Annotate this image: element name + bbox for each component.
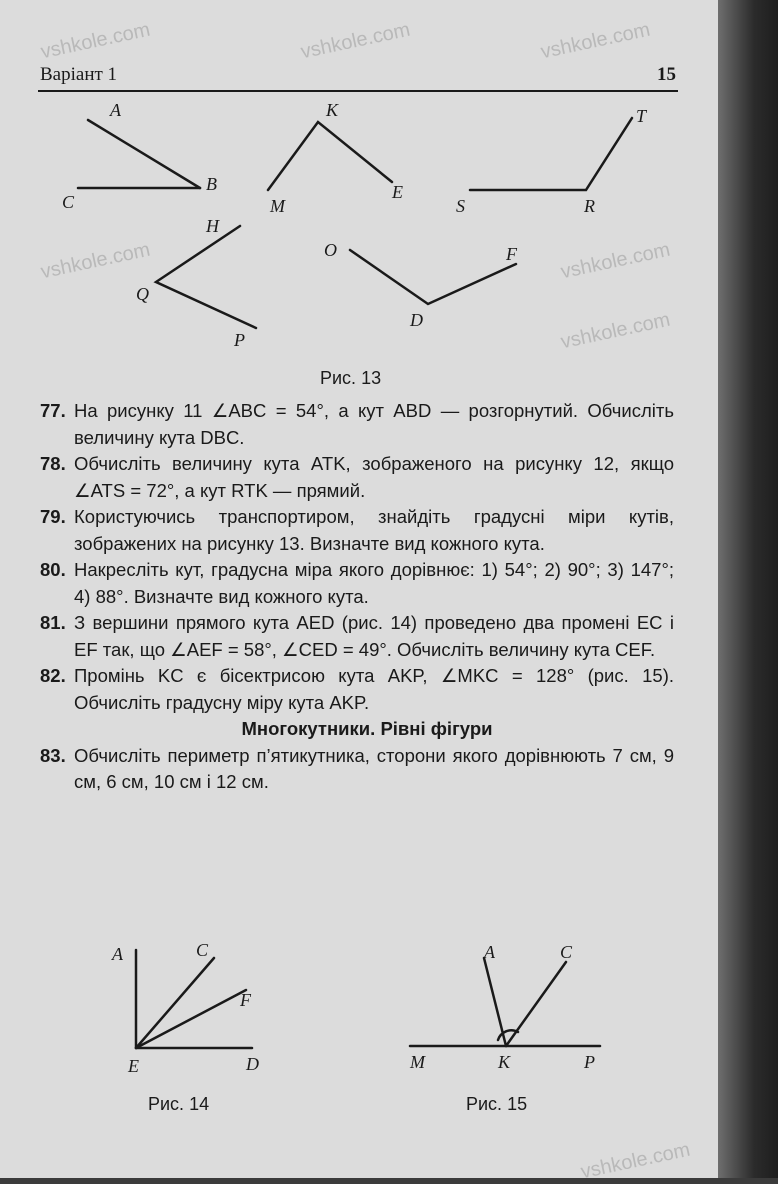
problem-text: З вершини прямого кута AED (рис. 14) проведено два промені EC і EF так, що ∠AEF = 58°, ∠CED = 49°. Обчисліть величину кута CEF.	[74, 612, 674, 660]
problem-number: 78.	[40, 453, 66, 474]
fig13-label: K	[326, 100, 339, 120]
figure-13-caption: Рис. 13	[320, 368, 382, 388]
problem-80	[40, 557, 674, 610]
problem-number: 83.	[40, 744, 66, 766]
angle-hqp	[156, 226, 256, 328]
fig14-label: D	[246, 1054, 259, 1074]
problem-79	[40, 504, 674, 557]
fig13-label: A	[110, 100, 121, 120]
problem-number: 77.	[40, 400, 66, 421]
problem-text: Обчисліть величину кута ATK, зображеного на рисунку 12, якщо ∠ATS = 72°, а кут RTK — прямий.	[74, 453, 674, 501]
watermark: vshkole.com	[298, 18, 413, 64]
angle-mke	[268, 122, 392, 190]
watermark: vshkole.com	[558, 238, 673, 284]
problem-82	[40, 663, 674, 716]
problem-number: 81.	[40, 612, 66, 633]
watermark: vshkole.com	[38, 238, 153, 284]
ray-ba	[88, 120, 200, 188]
problem-78	[40, 451, 674, 504]
fig13-label: F	[506, 244, 517, 264]
fig13-label: M	[270, 196, 285, 216]
problem-text: Накресліть кут, градусна міра якого дорівнює: 1) 54°; 2) 90°; 3) 147°; 4) 88°. Визначте вид кожного кута.	[74, 559, 674, 607]
watermark: vshkole.com	[538, 18, 653, 64]
fig13-label: S	[456, 196, 465, 216]
page-number: 15	[657, 64, 676, 85]
fig14-label: A	[112, 944, 123, 964]
problem-text: На рисунку 11 ∠ABC = 54°, а кут ABD — розгорнутий. Обчисліть величину кута DBC.	[74, 400, 674, 448]
figure-13	[0, 0, 718, 400]
ray-ec	[136, 958, 214, 1048]
fig13-label: T	[636, 106, 647, 126]
fig13-label: H	[206, 216, 219, 236]
problem-number: 82.	[40, 665, 66, 686]
fig13-label: P	[234, 330, 245, 350]
figure-14-caption: Рис. 14	[148, 1094, 210, 1114]
fig13-label: D	[410, 310, 423, 330]
variant-label: Варіант 1	[40, 64, 118, 85]
section-title: Многокутники. Рівні фігури	[241, 718, 493, 739]
fig13-label: E	[392, 182, 403, 202]
angle-arc	[498, 1030, 518, 1040]
fig14-label: E	[128, 1056, 139, 1076]
problem-77	[40, 398, 674, 451]
ray-ka	[484, 958, 506, 1046]
figure-15-caption: Рис. 15	[466, 1094, 528, 1114]
fig15-label: C	[560, 942, 573, 962]
watermark: vshkole.com	[578, 1138, 693, 1184]
fig14-label: C	[196, 940, 209, 960]
watermark: vshkole.com	[558, 308, 673, 354]
fig13-label: O	[324, 240, 337, 260]
problem-81	[40, 610, 674, 663]
ray-kc	[506, 962, 566, 1046]
problems-list	[40, 398, 674, 796]
problem-text: Промінь KC є бісектрисою кута AKP, ∠MKC = 128° (рис. 15). Обчисліть градусну міру кута AKP.	[74, 665, 674, 713]
problem-number: 80.	[40, 559, 66, 580]
watermark: vshkole.com	[38, 18, 153, 64]
fig13-label: B	[206, 174, 217, 194]
fig14-label: F	[240, 990, 251, 1010]
problem-83	[40, 743, 674, 796]
page-edge-shadow	[718, 0, 778, 1178]
ray-ef	[136, 990, 246, 1048]
angle-srt	[470, 118, 632, 190]
fig13-label: R	[584, 196, 595, 216]
fig15-label: A	[484, 942, 495, 962]
angle-odf	[350, 250, 516, 304]
problem-text: Обчисліть периметр п’ятикутника, сторони якого дорівнюють 7 см, 9 см, 6 см, 10 см і 12 см.	[74, 744, 674, 792]
problem-text: Користуючись транспортиром, знайдіть градусні міри кутів, зображених на рисунку 13. Визначте вид кожного кута.	[74, 506, 674, 554]
fig15-label: P	[584, 1052, 595, 1072]
fig15-label: M	[410, 1052, 425, 1072]
fig13-label: C	[62, 192, 75, 212]
fig15-label: K	[498, 1052, 511, 1072]
problem-number: 79.	[40, 506, 66, 527]
fig13-label: Q	[136, 284, 149, 304]
